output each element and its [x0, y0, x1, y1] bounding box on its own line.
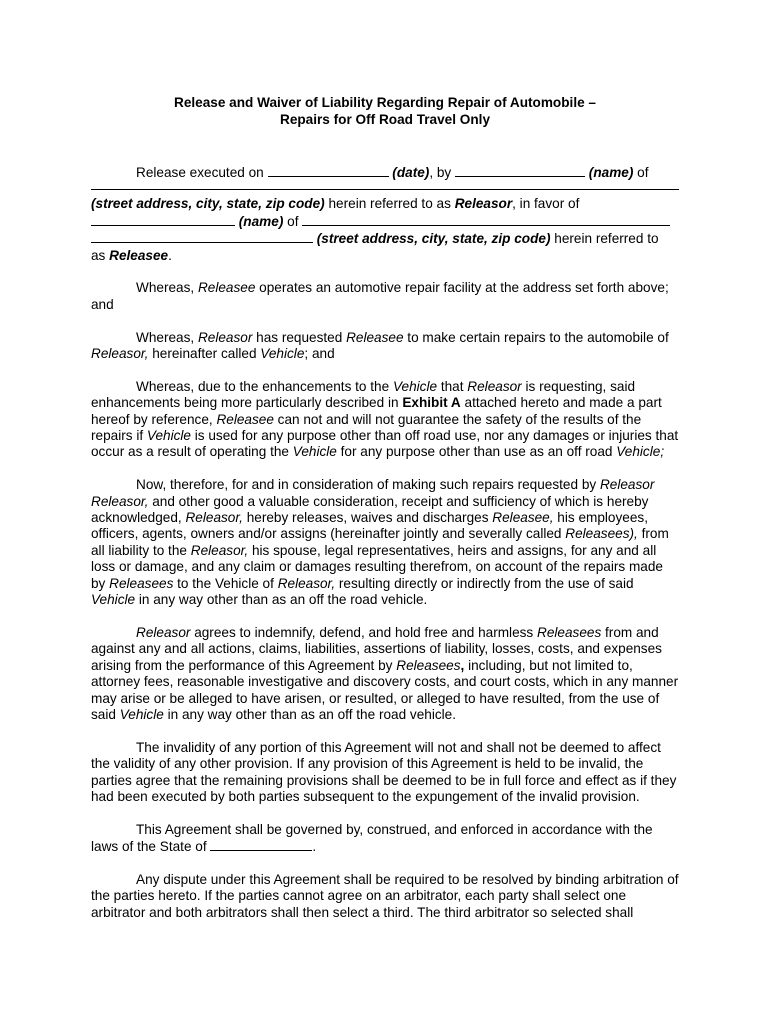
- paragraph-whereas-1: Whereas, Releasee operates an automotive repair facility at the address set forth above; and: [91, 280, 669, 312]
- paragraph-whereas-2: Whereas, Releasor has requested Releasee to make certain repairs to the automobile of Releasor, hereinafter called Vehicle; and: [91, 329, 669, 362]
- releasor-name-blank[interactable]: [455, 164, 585, 177]
- paragraph-indemnify: Releasor agrees to indemnify, defend, and hold free and harmless Releasees from and against any and all actions, claims, liabilities, assertions of liability, losses, costs, and expenses arising from the performance of this Agreement by Releasees, including, but not limited to, attorney fees, reasonable investigative and discovery costs, and court costs, which in any manner may arise or be alleged to have arisen, or resulted, or alleged to have resulted, from the use of said Vehicle in any way other than as an off the road vehicle.: [91, 624, 679, 722]
- releasor-address-blank[interactable]: [91, 181, 679, 190]
- date-blank[interactable]: [268, 164, 389, 177]
- paragraph-whereas-3: Whereas, due to the enhancements to the Vehicle that Releasor is requesting, said enhancements being more particularly described in Exhibit A attached hereto and made a part hereof by reference, Releasee can not and will not guarantee the safety of the results of the repairs if Vehicle is used for any purpose other than off road use, nor any damages or injuries that occur as a result of operating the Vehicle for any purpose other than use as an off road Vehicle;: [91, 378, 679, 460]
- state-blank[interactable]: [210, 838, 312, 851]
- paragraph-release: Now, therefore, for and in consideration of making such repairs requested by Releasor Releasor, and other good a valuable consideration, receipt and sufficiency of which is hereby acknowledged, Releasor, hereby releases, waives and discharges Releasee, his employees, officers, agents, owners and/or assigns (hereinafter jointly and severally called Releasees), from all liability to the Releasor, his spouse, legal representatives, heirs and assigns, for any and all loss or damage, and any claim or damages resulting therefrom, on account of the repairs made by Releasees to the Vehicle of Releasor, resulting directly or indirectly from the use of said Vehicle in any way other than as an off the road vehicle.: [91, 477, 669, 608]
- releasee-address-blank-1[interactable]: [302, 213, 670, 226]
- document-page: [91, 94, 679, 921]
- paragraph-governing-law: This Agreement shall be governed by, construed, and enforced in accordance with the laws of the State of .: [91, 821, 653, 855]
- title-line-1: Release and Waiver of Liability Regarding Repair of Automobile –: [174, 95, 596, 110]
- exhibit-a-reference: Exhibit A: [402, 395, 461, 411]
- title-line-2: Repairs for Off Road Travel Only: [280, 112, 490, 127]
- paragraph-parties: Release executed on (date), by (name) of (street address, city, state, zip code) herein referred to as Releasor, in favor of (name) of (street address, city, state, zip code) herein referred to as Releasee.: [91, 164, 679, 264]
- releasee-address-blank-2[interactable]: [91, 230, 313, 243]
- paragraph-arbitration: Any dispute under this Agreement shall be required to be resolved by binding arbitration of the parties hereto. If the parties cannot agree on an arbitrator, each party shall select one arbitrator and both arbitrators shall then select a third. The third arbitrator so selected shall: [91, 871, 679, 920]
- releasee-name-blank[interactable]: [91, 213, 235, 226]
- paragraph-severability: The invalidity of any portion of this Agreement will not and shall not be deemed to affect the validity of any other provision. If any provision of this Agreement is held to be invalid, the parties agree that the remaining provisions shall be deemed to be in full force and effect as if they had been executed by both parties subsequent to the expungement of the invalid provision.: [91, 739, 677, 804]
